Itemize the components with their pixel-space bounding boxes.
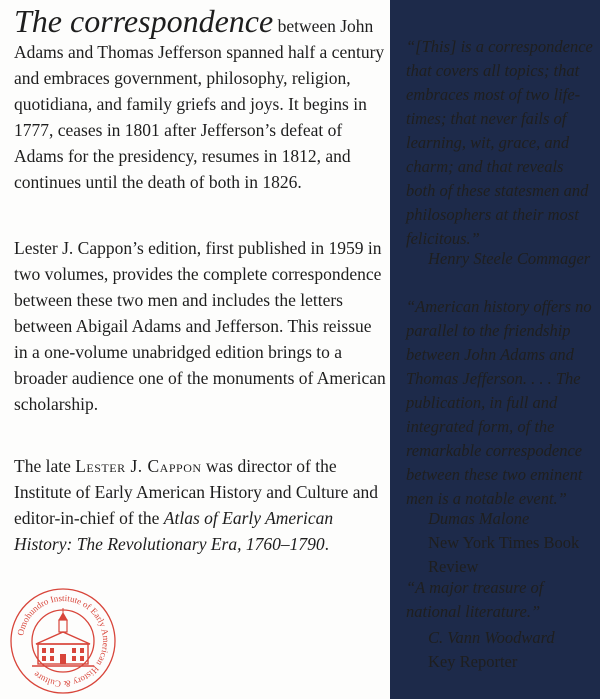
quote-author-woodward: C. Vann Woodward xyxy=(428,628,555,647)
building-icon xyxy=(32,608,94,666)
atlas-title: Atlas of Early American History: The Revolutionary Era, 1760–1790 xyxy=(14,508,334,554)
intro-text: between John Adams and Thomas Jefferson spanned half a century and embraces government, philosophy, religion, quotidiana, and family griefs and joys. It begins in 1777, ceases in 1801 after Jefferson’s defeat of Adams for the presidency, resumes in 1812, and continues until the death of both in 1826. xyxy=(14,16,385,192)
bio-end: . xyxy=(324,534,329,554)
quote-woodward: “A major treasure of national literature.” xyxy=(406,578,544,621)
quote-malone: “American history offers no parallel to the friendship between John Adams and Thomas Jefferson. . . . The publication, in full and integrated form, of the remarkable correspodence between these two eminent men is a notable event.” xyxy=(406,297,592,508)
quote-source-woodward: Key Reporter xyxy=(428,652,518,671)
edition-paragraph: Lester J. Cappon’s edition, first published in 1959 in two volumes, provides the complete correspondence between these two men and includes the letters between Abigail Adams and Jefferson. This reissue in a one-volume unabridged edition brings to a broader audience one of the monuments of American scholarship. xyxy=(14,238,386,414)
quote-author-commager: Henry Steele Commager xyxy=(428,249,591,268)
institute-seal-logo xyxy=(8,586,118,696)
quote-source-malone: New York Times Book Review xyxy=(428,533,580,576)
lead-phrase: The correspondence xyxy=(14,3,274,39)
author-name: Lester J. Cappon xyxy=(75,456,202,476)
bio-middle: was director of the Institute of Early American History and Culture and editor-in-chief of the xyxy=(14,456,379,528)
seal-ring-text: Omohundro Institute of Early American History & Culture xyxy=(15,592,112,690)
author-bio-paragraph xyxy=(14,453,386,557)
intro-paragraph xyxy=(14,3,386,195)
bio-before: The late xyxy=(14,456,76,476)
quote-author-malone: Dumas Malone xyxy=(428,509,530,528)
quote-commager: “[This] is a correspondence that covers all topics; that embraces most of two life-times; that never fails of learning, wit, grace, and charm; and that reveals both of these statesmen and philosophers at their most felicitous.” xyxy=(406,37,593,248)
